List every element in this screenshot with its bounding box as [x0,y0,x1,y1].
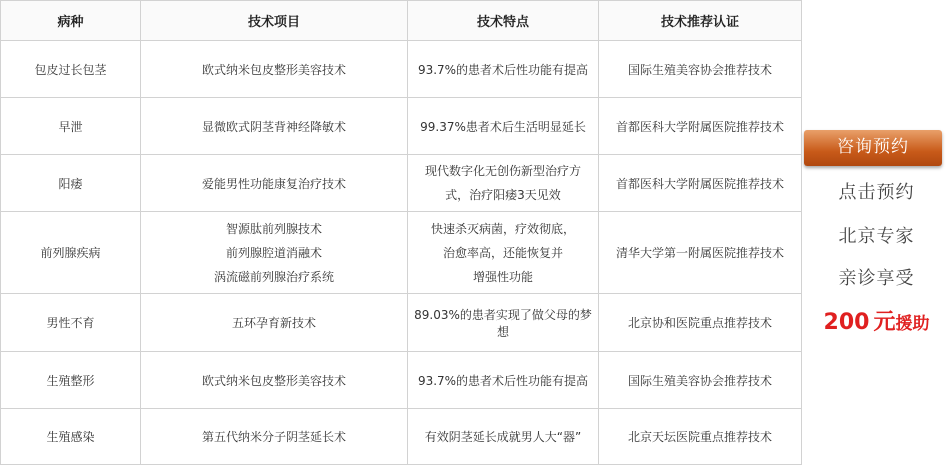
cell-technique [141,352,408,409]
cell-feature [408,98,599,155]
feature-text: 99.37%患者术后生活明显延长 [420,119,586,134]
promo-amount: 200 [823,310,870,335]
cell-feature [408,352,599,409]
header-disease: 病种 [1,1,141,41]
technique-text: 爱能男性功能康复治疗技术 [201,176,346,191]
cell-technique [141,98,408,155]
cell-feature [408,409,599,465]
technique-text: 第五代纳米分子阴茎延长术 [201,430,346,444]
cell-disease: 男性不育 [1,294,141,352]
cell-disease: 包皮过长包茎 [1,41,141,98]
technique-text: 智源肽前列腺技术 [225,221,322,236]
header-feature: 技术特点 [408,1,599,41]
header-technique: 技术项目 [141,1,408,41]
promo-unit: 元 [873,310,896,335]
cell-disease: 生殖感染 [1,409,141,465]
table-row [1,352,802,409]
cell-certification: 北京协和医院重点推荐技术 [599,294,802,352]
cell-certification: 清华大学第一附属医院推荐技术 [599,212,802,294]
feature-text: 式，治疗阳痿3天见效 [445,188,561,202]
feature-text: 治愈率高，还能恢复并 [442,245,563,260]
technique-text: 欧式纳米包皮整形美容技术 [201,373,346,388]
table-header-row [1,1,802,41]
cell-technique [141,41,408,98]
cell-technique [141,294,408,352]
cell-certification: 首都医科大学附属医院推荐技术 [599,155,802,212]
cell-feature [408,41,599,98]
consult-sidebar [802,0,951,463]
table-row [1,294,802,352]
feature-text: 93.7%的患者术后性功能有提高 [417,373,589,388]
feature-text: 93.7%的患者术后性功能有提高 [417,62,589,77]
cell-disease: 生殖整形 [1,352,141,409]
beijing-expert-text: 北京专家 [838,226,915,247]
cell-disease: 阳痿 [1,155,141,212]
cell-technique [141,212,408,294]
feature-text: 89.03%的患者实现了做父母的梦想 [414,307,592,339]
cell-feature [408,155,599,212]
feature-text: 快速杀灭病菌，疗效彻底， [430,221,575,236]
click-booking-link[interactable]: 点击预约 [838,182,915,203]
table-row [1,155,802,212]
personal-consult-text: 亲诊享受 [838,268,915,289]
technique-text: 前列腺腔道消融术 [225,245,322,260]
cell-feature [408,294,599,352]
promo-label: 援助 [895,314,930,334]
cell-technique [141,155,408,212]
header-certification: 技术推荐认证 [599,1,802,41]
table-row [1,98,802,155]
technique-text: 显微欧式阴茎背神经降敏术 [201,119,346,134]
feature-text: 有效阴茎延长成就男人大“器” [424,430,582,444]
cell-disease: 早泄 [1,98,141,155]
cell-certification: 国际生殖美容协会推荐技术 [599,352,802,409]
feature-text: 增强性功能 [472,269,533,284]
technique-text: 五环孕育新技术 [231,316,316,330]
consult-booking-button[interactable]: 咨询预约 [804,130,942,166]
feature-text: 现代数字化无创伤新型治疗方 [424,164,581,178]
cell-disease: 前列腺疾病 [1,212,141,294]
promo-aid-text [802,305,951,336]
cell-certification: 北京天坛医院重点推荐技术 [599,409,802,465]
cell-feature [408,212,599,294]
table-row [1,409,802,465]
cell-certification: 国际生殖美容协会推荐技术 [599,41,802,98]
cell-technique [141,409,408,465]
technique-text: 涡流磁前列腺治疗系统 [213,269,334,284]
cell-certification: 首都医科大学附属医院推荐技术 [599,98,802,155]
table-row [1,41,802,98]
technique-text: 欧式纳米包皮整形美容技术 [201,62,346,77]
table-row [1,212,802,294]
